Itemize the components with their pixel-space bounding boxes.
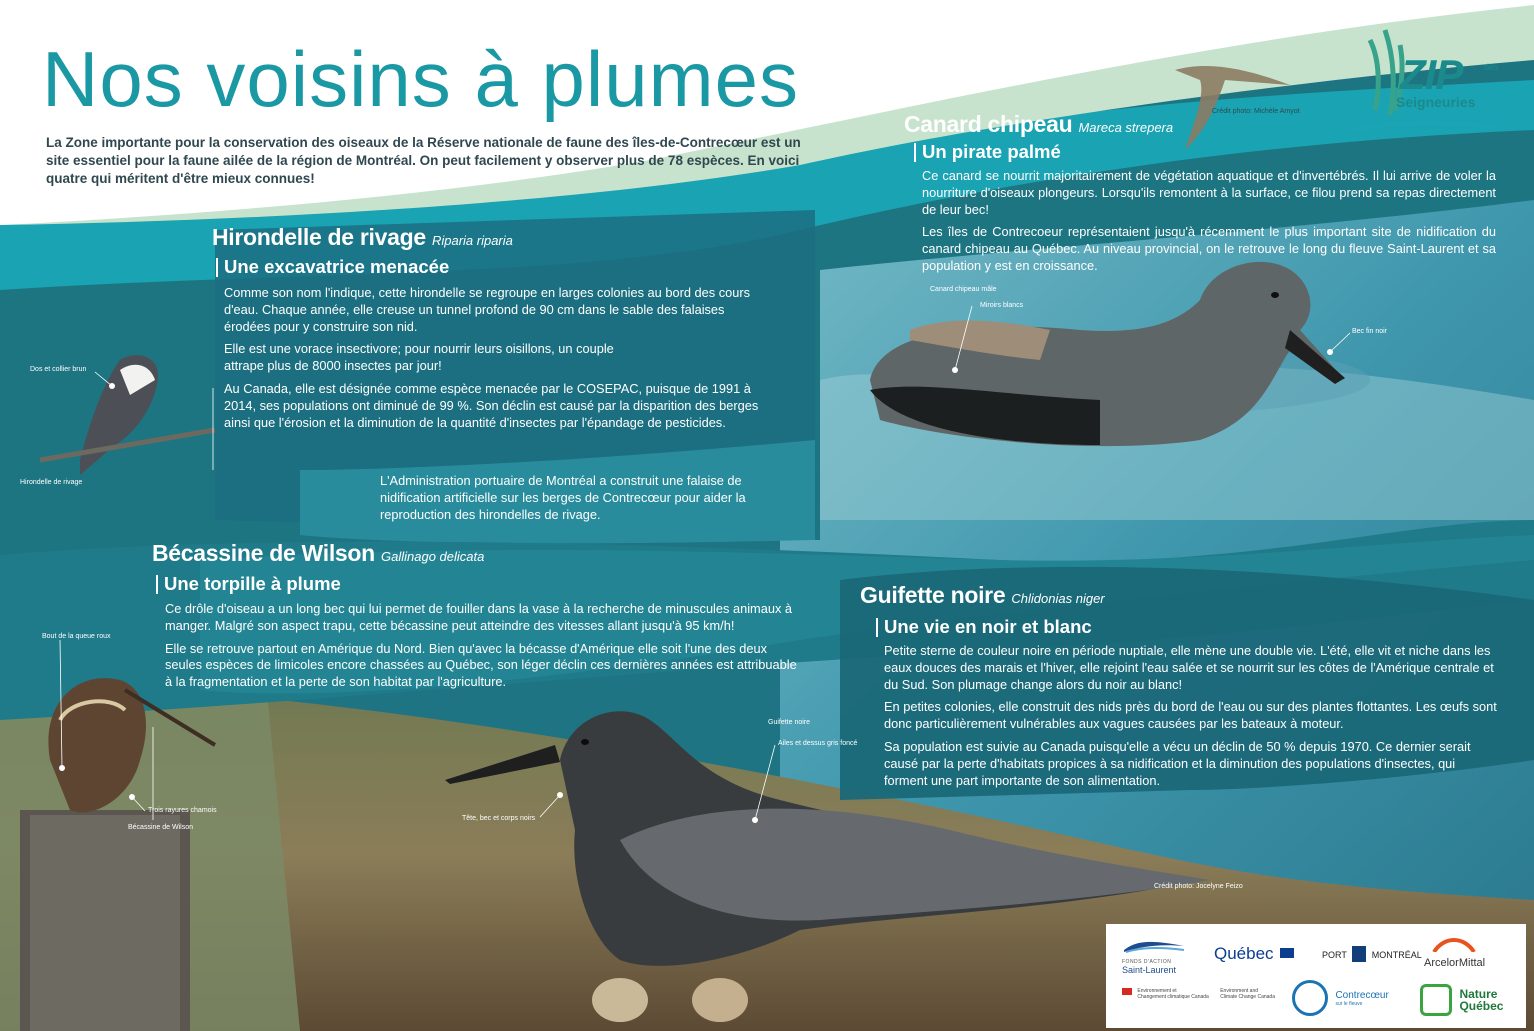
becassine-p1: Ce drôle d'oiseau a un long bec qui lui permet de fouiller dans la vase à la recherche de minuscules animaux à manger. Malgré son aspect trapu, cette bécassine peut atteindre des vitesses allant jusqu'à 95 km/h! <box>165 601 793 633</box>
becassine-p2: Elle se retrouve partout en Amérique du Nord. Bien qu'avec la bécasse d'Amérique elle soit l'une des deux seules espèces de limicoles encore chassées au Québec, son léger déclin ces dernières années est attribuable à la fragmentation et la perte de son habitat par l'agriculture. <box>165 640 797 690</box>
quebec-flag-icon <box>1280 948 1294 958</box>
arcelormittal-arc-icon <box>1424 934 1484 952</box>
canada-logo <box>1122 988 1275 1000</box>
canard-subtitle: Un pirate palmé <box>914 143 1061 162</box>
becassine-body <box>165 601 805 697</box>
guifette-title <box>860 584 1105 607</box>
hirondelle-p2: Elle est une vorace insectivore; pour nourrir leurs oisillons, un couple attrape plus de 8000 insectes par jour! <box>224 341 614 374</box>
fonds-saint-laurent-logo <box>1122 938 1186 975</box>
hirondelle-title <box>212 226 513 249</box>
hirondelle-note: L'Administration portuaire de Montréal a construit une falaise de nidification artificielle sur les berges de Contrecœur pour aider la reproduction des hirondelles de rivage. <box>380 473 746 522</box>
nature-text: Nature <box>1459 987 1498 1001</box>
quebec-logo <box>1214 944 1294 964</box>
guifette-subtitle: Une vie en noir et blanc <box>876 618 1092 637</box>
canard-name: Canard chipeau <box>904 111 1073 137</box>
montreal-text: MONTRÉAL <box>1371 950 1422 960</box>
becassine-subtitle: Une torpille à plume <box>156 575 341 594</box>
page-title: Nos voisins à plumes <box>42 35 799 123</box>
becassine-caption-stripes: Trois rayures chamois <box>148 807 217 814</box>
guifette-caption-name: Guifette noire <box>768 719 811 726</box>
guifette-p2: En petites colonies, elle construit des nids près du bord de l'eau ou sur des plantes flottantes. Les œufs sont donc particulièrement vulnérables aux vagues causées par les bateaux à moteur. <box>884 699 1497 732</box>
canada-fr-line1: Environnement et <box>1137 988 1177 994</box>
contrecoeur-icon <box>1292 980 1328 1016</box>
hirondelle-caption-feature: Dos et collier brun <box>30 366 87 373</box>
hirondelle-body <box>224 285 772 437</box>
arcelormittal-text: ArcelorMittal <box>1424 957 1486 969</box>
intro-text <box>46 134 826 188</box>
canard-p1: Ce canard se nourrit majoritairement de végétation aquatique et d'invertébrés. Il lui arrive de voler la nourriture d'oiseaux plongeurs. Lorsqu'ils remontent à la surface, ce filou prend sa repas directement de leur bec! <box>922 168 1496 217</box>
zip-logo-des: des <box>1484 62 1499 72</box>
canard-caption-name: Canard chipeau mâle <box>930 286 997 293</box>
canard-credit: Crédit photo: Michèle Amyot <box>1212 108 1300 115</box>
contrecoeur-logo <box>1292 980 1389 1016</box>
zip-logo-main: ZIP <box>1400 51 1463 98</box>
quebec-text: Québec <box>1214 944 1274 963</box>
contrecoeur-subtext: sur le fleuve <box>1335 1000 1363 1007</box>
canada-en-line2: Climate Change Canada <box>1220 994 1275 1000</box>
canada-fr-line2: Changement climatique Canada <box>1137 994 1209 1000</box>
canard-p2: Les îles de Contrecoeur représentaient jusqu'à récemment le plus important site de nidification du canard chipeau au Québec. Au niveau provincial, on le retrouve le long du fleuve Saint-Laurent et sa population y est en croissance. <box>922 224 1496 273</box>
canard-caption-bill: Bec fin noir <box>1352 328 1388 335</box>
guifette-credit: Crédit photo: Jocelyne Feizo <box>1154 883 1243 890</box>
guifette-body <box>884 643 1498 795</box>
guifette-caption-head: Tête, bec et corps noirs <box>462 815 536 822</box>
canard-body <box>922 168 1496 281</box>
port-text: PORT <box>1322 950 1347 960</box>
sponsor-logos-panel <box>1106 924 1526 1028</box>
guifette-caption-wings: Ailes et dessus gris foncé <box>778 740 858 747</box>
guifette-name: Guifette noire <box>860 582 1006 608</box>
arcelormittal-logo <box>1424 934 1485 969</box>
hirondelle-name: Hirondelle de rivage <box>212 224 426 250</box>
becassine-caption-name: Bécassine de Wilson <box>128 824 193 831</box>
becassine-name: Bécassine de Wilson <box>152 540 375 566</box>
guifette-p3: Sa population est suivie au Canada puisqu'elle a vécu un déclin de 50 % depuis 1970. Ce dernier serait causé par la perte d'habitats propices à sa nidification et la diminution des populations d'insectes, qui forment une part importante de son alimentation. <box>884 738 1471 788</box>
wave-icon <box>1122 938 1186 954</box>
port-montreal-icon <box>1352 946 1366 962</box>
guifette-latin: Chlidonias niger <box>1011 591 1105 606</box>
hirondelle-latin: Riparia riparia <box>431 233 513 248</box>
hirondelle-subtitle: Une excavatrice menacée <box>216 258 449 277</box>
becassine-latin: Gallinago delicata <box>381 549 485 564</box>
hirondelle-caption-name: Hirondelle de rivage <box>20 479 83 486</box>
hirondelle-p1: Comme son nom l'indique, cette hirondelle se regroupe en larges colonies au bord des cours d'eau. Chaque année, elle creuse un tunnel profond de 90 cm dans le sable des falaises érodées pour y construire son nid. <box>224 285 750 334</box>
nature-quebec-logo <box>1420 984 1503 1016</box>
canard-caption-mirror: Miroirs blancs <box>980 302 1024 309</box>
canada-en-line1: Environment and <box>1220 988 1259 994</box>
canard-latin: Mareca strepera <box>1078 120 1174 135</box>
port-montreal-logo <box>1322 946 1422 962</box>
nature-quebec-icon <box>1420 984 1452 1016</box>
contrecoeur-text: Contrecœur <box>1335 989 1389 1001</box>
zip-logo <box>1396 51 1499 110</box>
hirondelle-p3: Au Canada, elle est désignée comme espèce menacée par le COSEPAC, puisque de 1991 à 2014, ses populations ont diminué de 99 %. Son déclin est causé par la disparition des berges ainsi que l'érosion et la diminution de la quantité d'insectes par l'épandage de pesticides. <box>224 380 759 430</box>
guifette-p1: Petite sterne de couleur noire en période nuptiale, elle mène une double vie. L'été, elle vit et niche dans les eaux douces des marais et l'hiver, elle rejoint l'eau salée et se nourrit sur les côtes de l'Amérique centrale et du Sud. Son plumage change alors du noir au blanc! <box>884 643 1494 692</box>
intro-paragraph: La Zone importante pour la conservation des oiseaux de la Réserve nationale de faune des îles-de-Contrecœur est un site essentiel pour la faune ailée de la région de Montréal. On peut facilement y observer plus de 78 espèces. En voici quatre qui méritent d'être mieux connues! <box>46 135 801 186</box>
nature-quebec-text: Québec <box>1459 999 1504 1013</box>
fonds-line1: FONDS D'ACTION <box>1122 959 1172 965</box>
fonds-line2: Saint-Laurent <box>1122 965 1177 975</box>
becassine-caption-tail: Bout de la queue roux <box>42 633 111 640</box>
canard-title <box>904 113 1173 136</box>
canada-flag-icon <box>1122 988 1132 995</box>
zip-logo-seigneuries: Seigneuries <box>1396 94 1476 110</box>
becassine-title <box>152 542 484 565</box>
